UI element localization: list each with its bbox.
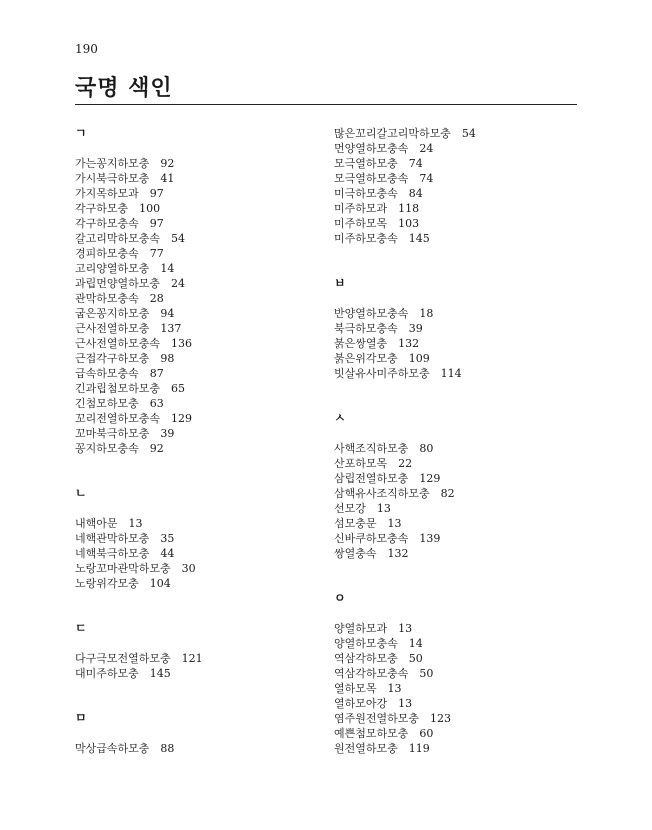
index-entry	[334, 156, 584, 171]
entry-page-number: 129	[419, 472, 441, 485]
index-entry	[334, 531, 584, 546]
title-rule	[75, 104, 577, 105]
entry-page-number: 65	[171, 382, 186, 395]
index-entry	[334, 351, 584, 366]
entry-page-number: 14	[160, 262, 175, 275]
index-entry	[75, 291, 325, 306]
index-entry	[334, 171, 584, 186]
entry-name: 미주하모과	[334, 202, 388, 215]
entry-page-number: 145	[149, 667, 171, 680]
entry-page-number: 98	[160, 352, 175, 365]
entry-page-number: 132	[387, 547, 409, 560]
entry-name: 내핵아문	[75, 517, 118, 530]
entry-page-number: 24	[171, 277, 186, 290]
entry-page-number: 129	[171, 412, 193, 425]
index-entry	[334, 546, 584, 561]
index-entry	[334, 486, 584, 501]
entry-name: 예쁜첨모하모충	[334, 727, 409, 740]
entry-name: 쌍열충속	[334, 547, 377, 560]
entry-page-number: 119	[408, 742, 430, 755]
entry-name: 원전열하모충	[334, 742, 398, 755]
entry-page-number: 54	[461, 127, 476, 140]
entry-name: 갈고리막하모충속	[75, 232, 161, 245]
entry-page-number: 44	[160, 547, 175, 560]
entry-page-number: 121	[181, 652, 203, 665]
entry-name: 막상급속하모충	[75, 742, 150, 755]
index-entry	[334, 516, 584, 531]
entry-name: 근사전열하모충속	[75, 337, 161, 350]
index-entry	[75, 516, 325, 531]
entry-page-number: 88	[160, 742, 175, 755]
entry-name: 고리양열하모충	[75, 262, 150, 275]
entry-page-number: 84	[408, 187, 423, 200]
entry-page-number: 82	[440, 487, 455, 500]
index-entry	[334, 651, 584, 666]
section-heading: ㄴ	[75, 486, 87, 500]
entry-name: 긴과립첨모하모충	[75, 382, 161, 395]
index-entry	[75, 741, 325, 756]
entry-page-number: 22	[398, 457, 413, 470]
section-heading: ㄷ	[75, 621, 87, 635]
entry-page-number: 13	[398, 622, 413, 635]
index-section	[334, 411, 584, 561]
entry-list	[334, 441, 584, 561]
entry-page-number: 13	[376, 502, 391, 515]
index-entry	[334, 321, 584, 336]
index-entry	[334, 366, 584, 381]
index-entry	[75, 306, 325, 321]
entry-name: 네핵북극하모충	[75, 547, 150, 560]
entry-name: 삼핵유사조직하모충	[334, 487, 430, 500]
entry-page-number: 39	[160, 427, 175, 440]
entry-name: 모극열하모충	[334, 157, 398, 170]
entry-name: 미주하모충속	[334, 232, 398, 245]
index-entry	[334, 306, 584, 321]
entry-page-number: 145	[408, 232, 430, 245]
entry-page-number: 104	[149, 577, 171, 590]
entry-page-number: 39	[408, 322, 423, 335]
index-entry	[75, 201, 325, 216]
index-entry	[75, 366, 325, 381]
entry-page-number: 123	[430, 712, 452, 725]
entry-page-number: 77	[149, 247, 164, 260]
entry-page-number: 137	[160, 322, 182, 335]
section-heading: ㄱ	[75, 126, 87, 140]
index-entry	[75, 561, 325, 576]
entry-page-number: 14	[408, 637, 423, 650]
entry-name: 대미주하모충	[75, 667, 139, 680]
entry-page-number: 114	[440, 367, 462, 380]
index-entry	[75, 261, 325, 276]
entry-name: 꼬마북극하모충	[75, 427, 150, 440]
index-entry	[75, 426, 325, 441]
entry-list	[334, 621, 584, 756]
index-section	[334, 126, 584, 246]
index-entry	[75, 651, 325, 666]
index-entry	[75, 216, 325, 231]
index-entry	[334, 741, 584, 756]
entry-name: 각구하모충	[75, 202, 129, 215]
entry-name: 각구하모충속	[75, 217, 139, 230]
entry-name: 반양열하모충속	[334, 307, 409, 320]
section-heading: ㅂ	[334, 276, 346, 290]
entry-page-number: 118	[398, 202, 420, 215]
entry-name: 경피하모충속	[75, 247, 139, 260]
index-section	[334, 591, 584, 756]
entry-name: 빗살유사미주하모충	[334, 367, 430, 380]
entry-name: 염주원전열하모충	[334, 712, 420, 725]
entry-name: 관막하모충속	[75, 292, 139, 305]
entry-list	[75, 741, 325, 756]
index-entry	[75, 576, 325, 591]
index-entry	[75, 186, 325, 201]
entry-name: 신바쿠하모충속	[334, 532, 409, 545]
entry-page-number: 50	[408, 652, 423, 665]
index-entry	[334, 636, 584, 651]
entry-list	[334, 126, 584, 246]
entry-page-number: 92	[149, 442, 164, 455]
entry-name: 양열하모충속	[334, 637, 398, 650]
entry-name: 다구극모전열하모충	[75, 652, 171, 665]
entry-name: 굽은꽁지하모충	[75, 307, 150, 320]
entry-name: 삼립전열하모충	[334, 472, 409, 485]
entry-page-number: 13	[387, 517, 402, 530]
index-entry	[75, 666, 325, 681]
entry-page-number: 18	[419, 307, 434, 320]
index-entry	[75, 276, 325, 291]
entry-page-number: 41	[160, 172, 175, 185]
entry-name: 긴첨모하모충	[75, 397, 139, 410]
index-entry	[75, 171, 325, 186]
index-section	[75, 621, 325, 681]
entry-page-number: 13	[387, 682, 402, 695]
entry-list	[75, 516, 325, 591]
entry-name: 붉은위각모충	[334, 352, 398, 365]
entry-name: 가는꽁지하모충	[75, 157, 150, 170]
entry-name: 열하모아강	[334, 697, 388, 710]
entry-name: 붉은쌍열충	[334, 337, 388, 350]
index-entry	[75, 441, 325, 456]
entry-page-number: 97	[149, 217, 164, 230]
index-entry	[334, 621, 584, 636]
entry-page-number: 94	[160, 307, 175, 320]
section-heading: ㅇ	[334, 591, 346, 605]
entry-name: 사핵조직하모충	[334, 442, 409, 455]
entry-page-number: 136	[171, 337, 193, 350]
entry-page-number: 100	[139, 202, 161, 215]
index-entry	[334, 201, 584, 216]
entry-page-number: 109	[408, 352, 430, 365]
index-entry	[334, 186, 584, 201]
index-entry	[334, 696, 584, 711]
entry-name: 북극하모충속	[334, 322, 398, 335]
index-entry	[334, 711, 584, 726]
entry-page-number: 74	[419, 172, 434, 185]
index-section	[334, 276, 584, 381]
entry-page-number: 28	[149, 292, 164, 305]
entry-name: 꽁지하모충속	[75, 442, 139, 455]
index-entry	[334, 501, 584, 516]
entry-page-number: 87	[149, 367, 164, 380]
entry-page-number: 13	[398, 697, 413, 710]
entry-name: 선모강	[334, 502, 366, 515]
entry-page-number: 13	[128, 517, 143, 530]
index-entry	[334, 456, 584, 471]
entry-name: 섬모충문	[334, 517, 377, 530]
section-heading: ㅁ	[75, 711, 87, 725]
entry-page-number: 35	[160, 532, 175, 545]
index-section	[75, 126, 325, 456]
index-entry	[334, 726, 584, 741]
entry-name: 역삼각하모충	[334, 652, 398, 665]
index-entry	[75, 351, 325, 366]
entry-list	[75, 156, 325, 456]
entry-name: 가시북극하모충	[75, 172, 150, 185]
entry-page-number: 74	[408, 157, 423, 170]
index-entry	[334, 126, 584, 141]
entry-name: 네핵관막하모충	[75, 532, 150, 545]
entry-name: 미극하모충속	[334, 187, 398, 200]
index-entry	[334, 666, 584, 681]
entry-name: 근사전열하모충	[75, 322, 150, 335]
entry-name: 가지목하모과	[75, 187, 139, 200]
entry-name: 꼬리전열하모충속	[75, 412, 161, 425]
entry-name: 역삼각하모충속	[334, 667, 409, 680]
entry-name: 급속하모충속	[75, 367, 139, 380]
entry-name: 노랑위각모충	[75, 577, 139, 590]
entry-page-number: 103	[398, 217, 420, 230]
entry-name: 산포하모목	[334, 457, 388, 470]
entry-list	[334, 306, 584, 381]
entry-list	[75, 651, 325, 681]
section-heading: ㅅ	[334, 411, 346, 425]
entry-name: 노랑꼬마관막하모충	[75, 562, 171, 575]
entry-page-number: 63	[149, 397, 164, 410]
index-entry	[75, 531, 325, 546]
index-entry	[75, 396, 325, 411]
entry-name: 양열하모과	[334, 622, 388, 635]
entry-page-number: 132	[398, 337, 420, 350]
entry-page-number: 80	[419, 442, 434, 455]
index-entry	[75, 381, 325, 396]
entry-page-number: 92	[160, 157, 175, 170]
entry-name: 미주하모목	[334, 217, 388, 230]
entry-page-number: 60	[419, 727, 434, 740]
entry-page-number: 97	[149, 187, 164, 200]
index-section	[75, 486, 325, 591]
index-column-left	[75, 126, 325, 756]
entry-name: 열하모목	[334, 682, 377, 695]
index-entry	[334, 231, 584, 246]
entry-page-number: 54	[171, 232, 186, 245]
page-number: 190	[75, 42, 98, 56]
index-section	[75, 711, 325, 756]
index-entry	[334, 141, 584, 156]
page-title: 국명 색인	[75, 76, 173, 101]
index-entry	[75, 246, 325, 261]
entry-name: 많은꼬리갈고리막하모충	[334, 127, 451, 140]
index-entry	[334, 471, 584, 486]
index-entry	[334, 336, 584, 351]
entry-name: 모극열하모충속	[334, 172, 409, 185]
index-entry	[75, 411, 325, 426]
entry-name: 근접각구하모충	[75, 352, 150, 365]
index-entry	[75, 231, 325, 246]
entry-page-number: 24	[419, 142, 434, 155]
index-entry	[334, 441, 584, 456]
index-entry	[75, 336, 325, 351]
entry-name: 과립먼양열하모충	[75, 277, 161, 290]
index-entry	[75, 156, 325, 171]
index-entry	[334, 216, 584, 231]
index-entry	[75, 546, 325, 561]
entry-page-number: 139	[419, 532, 441, 545]
index-column-right	[334, 126, 584, 756]
index-entry	[75, 321, 325, 336]
entry-page-number: 50	[419, 667, 434, 680]
entry-name: 먼양열하모충속	[334, 142, 409, 155]
index-entry	[334, 681, 584, 696]
entry-page-number: 30	[181, 562, 196, 575]
